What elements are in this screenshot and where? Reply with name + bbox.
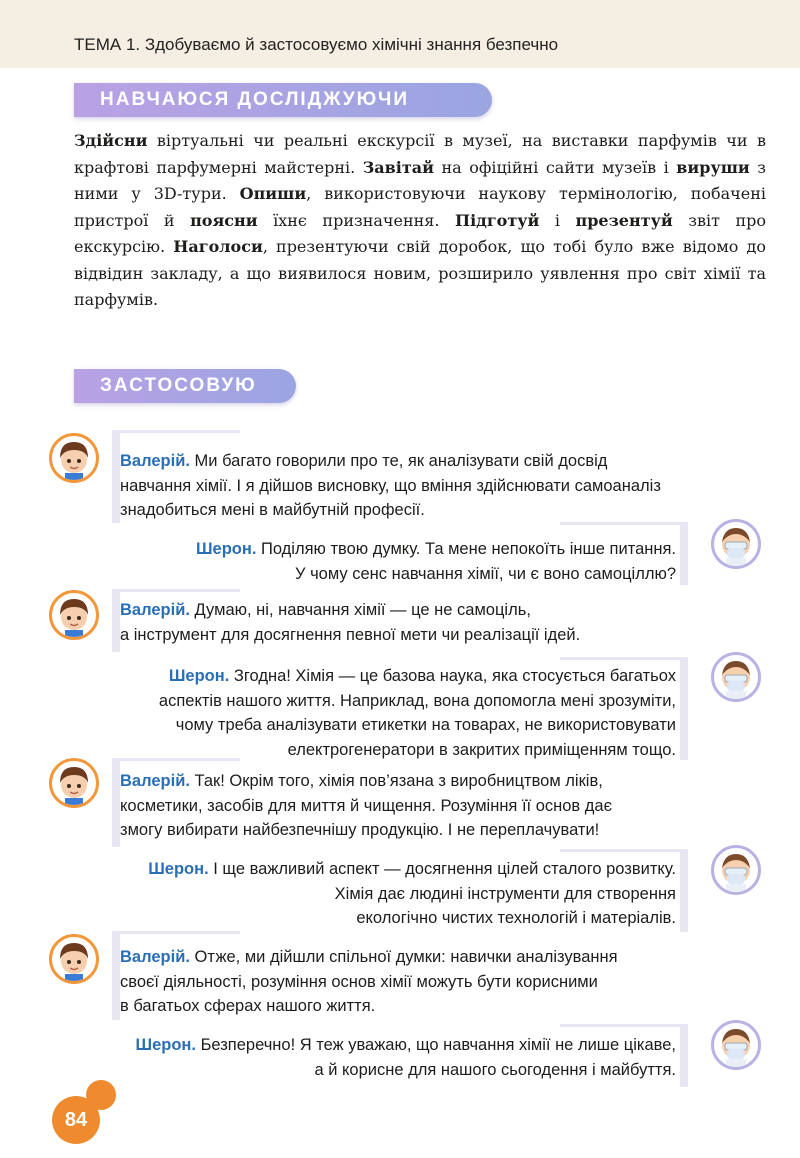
dialogue-valeriy-3: Валерій. Так! Окрім того, хімія пов’язана з виробництвом ліків, косметики, засобів для миття й чищення. Розуміння її основ дає змогу вибирати найбезпечнішу продукцію. І не переплачувати! [120, 772, 612, 839]
valeriy-avatar [49, 433, 99, 483]
dialogue-valeriy-4: Валерій. Отже, ми дійшли спільної думки: навички аналізування своєї діяльності, розуміння основ хімії можуть бути корисними в багатьох сферах нашого життя. [120, 948, 618, 1015]
dialogue-sharon-4: Шерон. Безперечно! Я теж уважаю, що навчання хімії не лише цікаве, а й корисне для нашого сьогодення і майбуття. [135, 1036, 676, 1079]
dialogue-sharon-3: Шерон. І ще важливий аспект — досягнення цілей сталого розвитку. Хімія дає людині інструменти для створення екологічно чистих технологій і матеріалів. [148, 860, 676, 927]
section-apply-title: ЗАСТОСОВУЮ [74, 369, 296, 403]
valeriy-avatar [49, 758, 99, 808]
dialogue-valeriy-2: Валерій. Думаю, ні, навчання хімії — це не самоціль, а інструмент для досягнення певної мети чи реалізації ідей. [120, 601, 581, 644]
research-paragraph: Здійсни віртуальні чи реальні екскурсії в музеї, на виставки парфумів чи в крафтові парфумерні майстерні. Завітай на офіційні сайти музеїв і вируши з ними у 3D-тури. Опиши, використовуючи наукову термінологію, побачені пристрої й поясни їхнє призначення. Підготуй і презентуй звіт про екскурсію. Наголоси, презентуючи свій доробок, що тобі було вже відомо до відвідин закладу, а що виявилося новим, розширило уявлення про світ хімії та парфумів. [74, 131, 767, 309]
sharon-avatar [711, 519, 761, 569]
dialogue-sharon-2: Шерон. Згодна! Хімія — це базова наука, яка стосується багатьох аспектів нашого життя. Наприклад, вона допомогла мені зрозуміти, чому треба аналізувати етикетки на товарах, не використовувати електрогенератори в закритих приміщенням тощо. [158, 667, 676, 759]
boy-face-icon [52, 761, 96, 805]
boy-face-icon [52, 937, 96, 981]
page-number: 84 [52, 1096, 100, 1144]
valeriy-avatar [49, 934, 99, 984]
sharon-avatar [711, 845, 761, 895]
header-bar [0, 0, 800, 68]
girl-mask-face-icon [714, 655, 758, 699]
section-research-title: НАВЧАЮСЯ ДОСЛІДЖУЮЧИ [74, 83, 492, 117]
boy-face-icon [52, 593, 96, 637]
sharon-avatar [711, 1020, 761, 1070]
girl-mask-face-icon [714, 1023, 758, 1067]
boy-face-icon [52, 436, 96, 480]
dialogue-valeriy-1: Валерій. Ми багато говорили про те, як аналізувати свій досвід навчання хімії. І я дійшов висновку, що вміння здійснювати самоаналіз знадобиться мені в майбутній професії. [120, 452, 661, 519]
girl-mask-face-icon [714, 848, 758, 892]
sharon-avatar [711, 652, 761, 702]
girl-mask-face-icon [714, 522, 758, 566]
dialogue-sharon-1: Шерон. Поділяю твою думку. Та мене непокоїть інше питання. У чому сенс навчання хімії, чи є воно самоціллю? [195, 540, 676, 583]
topic-title: ТЕМА 1. Здобуваємо й застосовуємо хімічні знання безпечно [74, 35, 559, 54]
valeriy-avatar [49, 590, 99, 640]
